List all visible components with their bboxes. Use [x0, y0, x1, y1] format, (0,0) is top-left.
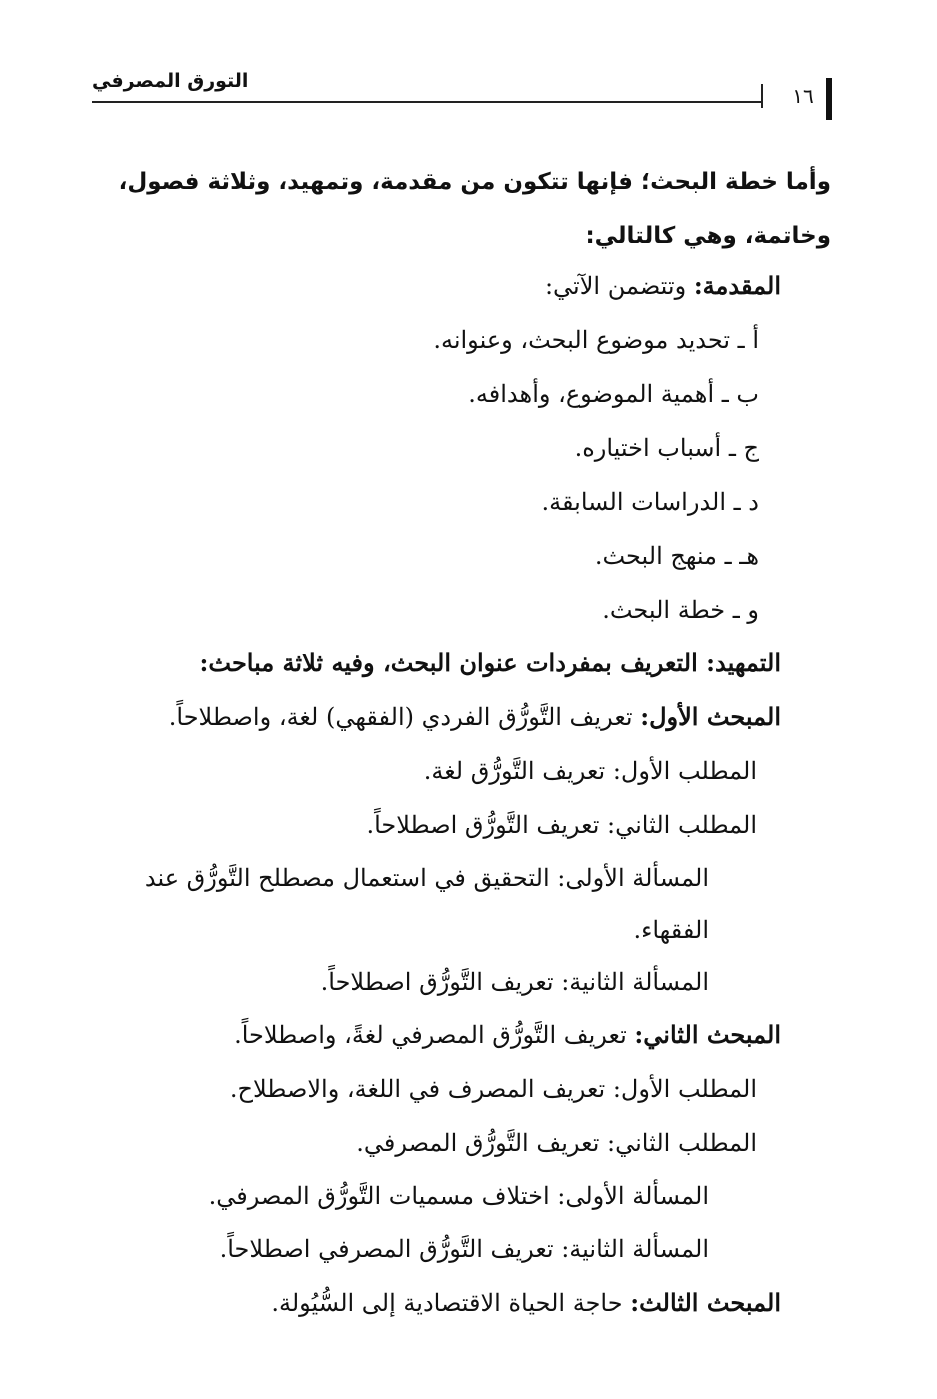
mabhath3-heading: [271, 1287, 781, 1319]
mabhath3-label: المبحث الثالث:: [630, 1288, 781, 1317]
mabhath1-masala1-line1: المسألة الأولى: التحقيق في استعمال مصطلح التَّورُّق عند: [144, 864, 709, 892]
page-number: ١٦: [792, 84, 814, 108]
mabhath1-matlab1: المطلب الأول: تعريف التَّورُّق لغة.: [423, 757, 757, 785]
tamheed-text: التعريف بمفردات عنوان البحث، وفيه ثلاثة مباحث:: [199, 648, 698, 677]
header-rule: [92, 101, 762, 103]
muqaddima-item: هـ ـ منهج البحث.: [594, 542, 759, 570]
mabhath2-matlab1: المطلب الأول: تعريف المصرف في اللغة، والاصطلاح.: [229, 1075, 757, 1103]
header-separator: [761, 84, 763, 108]
running-title: التورق المصرفي: [92, 70, 249, 92]
page-marker-bar: [826, 78, 832, 120]
mabhath2-heading: [234, 1019, 781, 1051]
mabhath1-masala1-line2: الفقهاء.: [633, 916, 709, 944]
muqaddima-item: أ ـ تحديد موضوع البحث، وعنوانه.: [433, 326, 759, 354]
intro-line-2: وخاتمة، وهي كالتالي:: [585, 223, 831, 249]
mabhath2-masala1: المسألة الأولى: اختلاف مسميات التَّورُّق المصرفي.: [208, 1182, 709, 1210]
mabhath2-matlab2: المطلب الثاني: تعريف التَّورُّق المصرفي.: [356, 1129, 757, 1157]
mabhath1-matlab2: المطلب الثاني: تعريف التَّورُّق اصطلاحاً.: [366, 811, 757, 839]
mabhath3-text: حاجة الحياة الاقتصادية إلى السُّيُولة.: [271, 1289, 623, 1317]
intro-line-1: وأما خطة البحث؛ فإنها تتكون من مقدمة، وتمهيد، وثلاثة فصول،: [118, 169, 831, 195]
tamheed-heading: [200, 647, 781, 679]
mabhath1-text: تعريف التَّورُّق الفردي (الفقهي) لغة، واصطلاحاً.: [168, 703, 633, 731]
mabhath1-label: المبحث الأول:: [640, 702, 781, 731]
muqaddima-item: و ـ خطة البحث.: [602, 596, 759, 624]
muqaddima-text: وتتضمن الآتي:: [544, 272, 687, 300]
muqaddima-item: ج ـ أسباب اختياره.: [574, 434, 759, 462]
muqaddima-heading: [545, 270, 781, 302]
mabhath1-masala2: المسألة الثانية: تعريف التَّورُّق اصطلاحاً.: [320, 968, 709, 996]
mabhath2-masala2: المسألة الثانية: تعريف التَّورُّق المصرفي اصطلاحاً.: [219, 1235, 709, 1263]
mabhath2-text: تعريف التَّورُّق المصرفي لغةً، واصطلاحاً.: [234, 1021, 627, 1049]
muqaddima-item: ب ـ أهمية الموضوع، وأهدافه.: [468, 380, 759, 408]
muqaddima-label: المقدمة:: [693, 271, 781, 300]
muqaddima-item: د ـ الدراسات السابقة.: [541, 488, 759, 516]
tamheed-label: التمهيد:: [706, 648, 781, 677]
mabhath1-heading: [169, 701, 781, 733]
mabhath2-label: المبحث الثاني:: [634, 1020, 781, 1049]
